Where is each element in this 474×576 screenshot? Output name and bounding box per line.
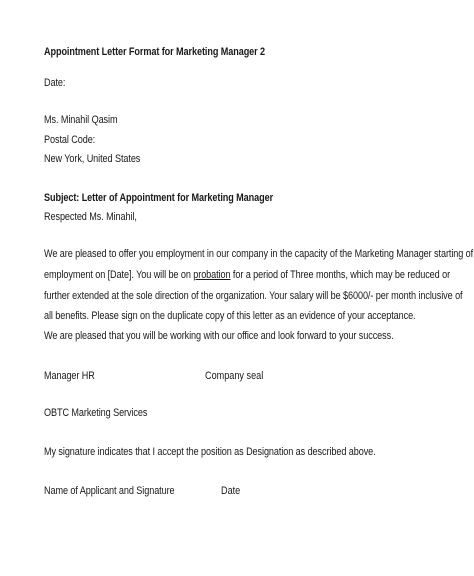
subject-line: Subject: Letter of Appointment for Marketing Manager [44, 192, 274, 204]
probation-term: probation [193, 269, 231, 281]
body-line-3: further extended at the sole direction of the organization. Your salary will be $6000/- per month inclusive of [44, 290, 463, 302]
manager-label: Manager HR [44, 370, 95, 382]
date-label: Date: [44, 77, 66, 89]
company-name: OBTC Marketing Services [44, 407, 148, 419]
body-line-2-start: employment on [Date]. You will be on [44, 269, 194, 281]
company-seal-label: Company seal [205, 370, 264, 382]
body-line-5: We are pleased that you will be working with our office and look forward to your success. [44, 330, 394, 342]
document-title: Appointment Letter Format for Marketing Manager 2 [44, 46, 266, 58]
body-line-4: all benefits. Please sign on the duplicate copy of this letter as an evidence of your acceptance. [44, 310, 416, 322]
postal-code-label: Postal Code: [44, 134, 96, 146]
salutation: Respected Ms. Minahil, [44, 211, 137, 223]
applicant-label: Name of Applicant and Signature [44, 485, 175, 497]
body-line-2 [44, 269, 450, 282]
applicant-date-label: Date [221, 485, 241, 497]
recipient-city: New York, United States [44, 153, 141, 165]
recipient-name: Ms. Minahil Qasim [44, 114, 118, 126]
body-line-1: We are pleased to offer you employment in our company in the capacity of the Marketing Manager starting of [44, 248, 474, 260]
body-line-2-end: for a period of Three months, which may be reduced or [230, 269, 451, 281]
acceptance-statement: My signature indicates that I accept the position as Designation as described above. [44, 446, 376, 458]
